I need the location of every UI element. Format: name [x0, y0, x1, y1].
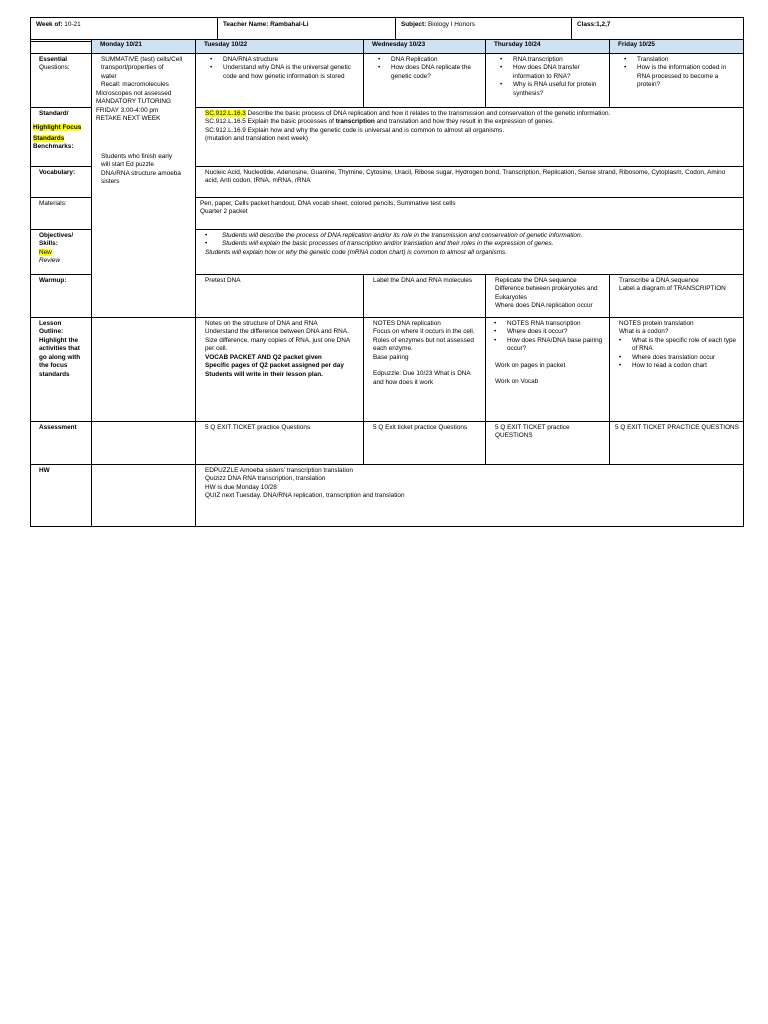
lesson-thursday-item: • NOTES RNA transcription	[494, 320, 605, 328]
materials-cell: Pen, paper, Cells packet handout, DNA vocab sheet, colored pencils, Summative test cells Quarter 2 packet	[196, 198, 744, 230]
monday-early-finish-4: sisters	[101, 177, 120, 185]
objective-1: Students will describe the process of DNA replication and/or its role in the transmission and conservation of genetic information.	[222, 232, 583, 239]
lesson-friday-item: • How to read a codon chart	[619, 362, 739, 370]
lesson-friday-item: • What is the specific role of each type of RNA	[619, 337, 739, 354]
monday-microscopes: Microscopes not assessed	[96, 89, 172, 97]
essential-wednesday	[364, 54, 486, 108]
warmup-label: Warmup:	[31, 275, 92, 318]
monday-tutoring: MANDATORY TUTORING	[96, 98, 171, 106]
assessment-tuesday: 5 Q EXIT TICKET practice Questions	[196, 422, 364, 465]
essential-wednesday-item: • How does DNA replicate the genetic code?	[378, 64, 481, 81]
review-label: Review	[39, 257, 60, 265]
standards-note: (mutation and translation next week)	[205, 135, 309, 143]
standards-highlight-label: Standards	[33, 134, 65, 142]
class-cell	[572, 18, 744, 42]
assessment-monday-empty	[92, 422, 196, 465]
monday-tutoring-time: FRIDAY 3:00-4:00 pm	[96, 106, 159, 114]
essential-thursday-item: • How does DNA transfer information to RNA?	[500, 64, 605, 81]
day-header-thursday: Thursday 10/24	[486, 40, 610, 54]
subject-cell	[396, 18, 572, 42]
monday-early-finish-3: DNA/RNA structure amoeba	[101, 169, 181, 177]
warmup-wednesday: Label the DNA and RNA molecules	[364, 275, 486, 318]
essential-thursday-item: • RNA transcription	[500, 56, 605, 64]
subject-value: Biology I Honors	[428, 21, 475, 28]
assessment-row	[31, 422, 744, 465]
homework-row	[31, 465, 744, 527]
monday-retake: RETAKE NEXT WEEK	[96, 115, 161, 123]
teacher-label: Teacher Name: Rambahal-Li	[223, 21, 309, 28]
teacher-cell	[218, 18, 396, 42]
standards-cell	[196, 108, 744, 167]
essential-thursday	[486, 54, 610, 108]
objectives-label: Objectives/ Skills: New Review	[31, 230, 92, 275]
standards-label: Standard/ Highlight Focus Standards Benchmarks:	[31, 108, 92, 167]
week-label: Week of:	[36, 21, 63, 28]
monday-recall: Recall: macromolecules	[101, 81, 169, 89]
lesson-plan-table	[30, 39, 744, 527]
essential-friday-item: • How is the information coded in RNA processed to become a protein?	[624, 64, 739, 89]
monday-summative-line2: transport/properties of	[101, 64, 164, 72]
lesson-monday-empty	[92, 318, 196, 422]
day-header-tuesday: Tuesday 10/22	[196, 40, 364, 54]
day-header-wednesday: Wednesday 10/23	[364, 40, 486, 54]
essential-friday-item: • Translation	[624, 56, 739, 64]
corner-cell	[31, 40, 92, 54]
lesson-outline-row	[31, 318, 744, 422]
essential-thursday-item: • Why is RNA useful for protein synthesis?	[500, 81, 605, 98]
highlight-focus-label: Highlight Focus	[33, 124, 82, 132]
homework-cell: EDPUZZLE Amoeba sisters' transcription translation Quizizz DNA RNA transcription, translation HW is due Monday 10/28 QUIZ next Tuesday. DNA/RNA replication, transcription and translation	[196, 465, 744, 527]
objective-2: Students will explain the basic processes of transcription and/or translation and their roles in the expression of genes.	[222, 240, 554, 248]
essential-tuesday-item: • Understand why DNA is the universal genetic code and how genetic information is stored	[210, 64, 359, 81]
class-label: Class:1,2,7	[577, 21, 611, 28]
new-label: New	[39, 248, 52, 256]
essential-tuesday-item: • DNA/RNA structure	[210, 56, 359, 64]
lesson-thursday-item: • Where does it occur?	[494, 328, 605, 336]
lesson-tuesday: Notes on the structure of DNA and RNA Understand the difference between DNA and RNA. Size difference, many copies of RNA, just one DNA per cell. VOCAB PACKET AND Q2 packet given Specific pages of Q2 packet assigned per day Students will write in their lesson plan.	[196, 318, 364, 422]
monday-column-cell	[92, 54, 196, 318]
assessment-friday: 5 Q EXIT TICKET PRACTICE QUESTIONS	[610, 422, 744, 465]
essential-questions-label: Essential Questions:	[31, 54, 92, 108]
subject-label: Subject:	[401, 21, 427, 28]
objectives-cell: • Students will describe the process of DNA replication and/or its role in the transmission and conservation of genetic information. • Students will explain the basic processes of transcription and/or translation and their roles in the expression of genes. Students will explain how or why the genetic code (mRNA codon chart) is common to almost all organisms.	[196, 230, 744, 275]
homework-label: HW	[31, 465, 92, 527]
monday-summative-line1: SUMMATIVE (test) cells/Cell	[101, 56, 183, 63]
assessment-thursday: 5 Q EXIT TICKET practice QUESTIONS	[486, 422, 610, 465]
essential-tuesday	[196, 54, 364, 108]
materials-label: Materials:	[31, 198, 92, 230]
vocabulary-label: Vocabulary:	[31, 167, 92, 198]
lesson-thursday: • NOTES RNA transcription • Where does it occur? • How does RNA/DNA base pairing occur? Work on pages in packet Work on Vocab	[486, 318, 610, 422]
day-header-monday: Monday 10/21	[92, 40, 196, 54]
assessment-label: Assessment	[31, 422, 92, 465]
standard-16-5: SC.912.L.16.5 Explain the basic processes of transcription and translation and how they result in the expression of genes.	[205, 118, 554, 126]
standard-16-3: SC.912.L.16.3 Describe the basic process of DNA replication and how it relates to the transmission and conservation of the genetic information.	[205, 110, 611, 117]
day-header-row	[31, 40, 744, 54]
day-header-friday: Friday 10/25	[610, 40, 744, 54]
monday-early-finish-2: will start Ed puzzle	[101, 161, 154, 169]
warmup-thursday: Replicate the DNA sequence Difference between prokaryotes and Eukaryotes Where does DNA replication occur	[486, 275, 610, 318]
week-value: 10-21	[64, 21, 81, 28]
essential-friday	[610, 54, 744, 108]
lesson-thursday-item: • How does RNA/DNA base pairing occur?	[494, 337, 605, 354]
essential-questions-row	[31, 54, 744, 108]
monday-early-finish-1: Students who finish early	[101, 152, 173, 160]
objective-3: Students will explain how or why the genetic code (mRNA codon chart) is common to almost all organisms.	[205, 248, 508, 256]
week-cell	[31, 18, 218, 42]
assessment-wednesday: 5 Q Exit ticket practice Questions	[364, 422, 486, 465]
essential-wednesday-item: • DNA Replication	[378, 56, 481, 64]
warmup-friday: Transcribe a DNA sequence Label a diagram of TRANSCRIPTION	[610, 275, 744, 318]
lesson-friday-item: • Where does translation occur	[619, 354, 739, 362]
homework-monday-empty	[92, 465, 196, 527]
lesson-friday: NOTES protein translation What is a codon? • What is the specific role of each type of RNA • Where does translation occur • How to read a codon chart	[610, 318, 744, 422]
lesson-outline-label: Lesson Outline: Highlight the activities that go along with the focus standards	[31, 318, 92, 422]
vocabulary-cell: Nucleic Acid, Nucleotide, Adenosine, Guanine, Thymine, Cytosine, Uracil, Ribose sugar, Hydrogen bond, Transcription, Replication, Sense strand, Ribosome, Cytoplasm, Codon, Amino acid, Anti codon, tRNA, mRNA, rRNA	[196, 167, 744, 198]
monday-summative-line3: water	[101, 72, 117, 80]
standard-16-9: SC.912.L.16.9 Explain how and why the genetic code is universal and is common to almost all organisms.	[205, 126, 505, 134]
lesson-wednesday: NOTES DNA replication Focus on where it occurs in the cell. Roles of enzymes but not assessed each enzyme. Base pairing Edpuzzle: Due 10/23 What is DNA and how does it work	[364, 318, 486, 422]
warmup-tuesday: Pretest DNA	[196, 275, 364, 318]
